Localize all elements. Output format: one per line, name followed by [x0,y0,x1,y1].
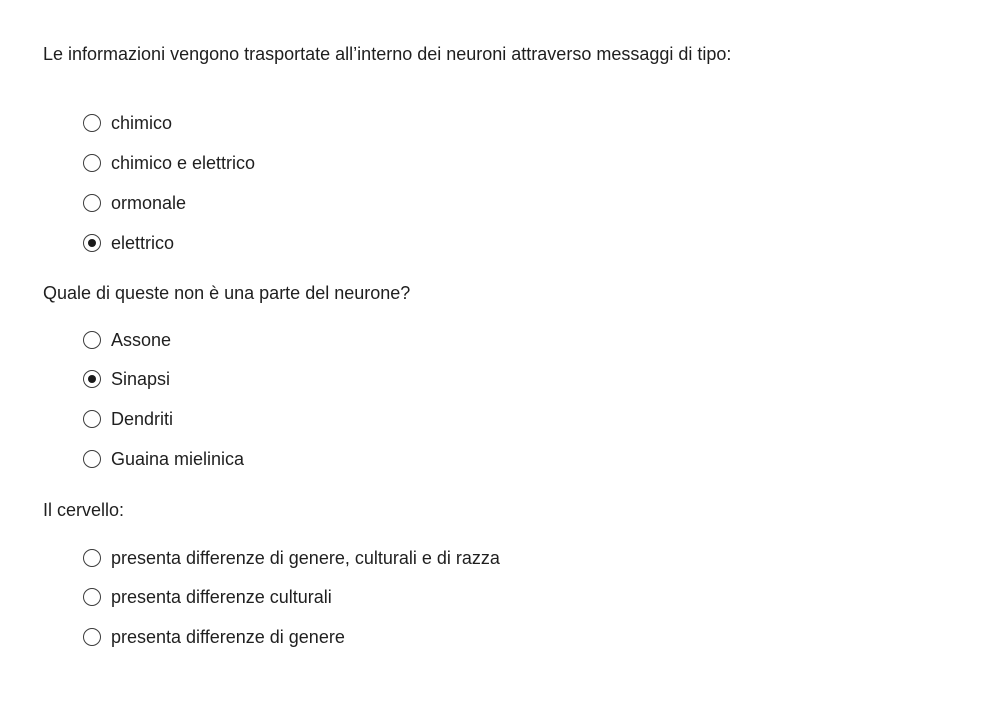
option-genere[interactable] [83,625,345,649]
question-text: Quale di queste non è una parte del neurone? [43,283,411,303]
radio-button[interactable] [83,154,101,172]
question-3 [43,499,763,647]
radio-button-selected[interactable] [83,234,101,252]
option-assone[interactable] [83,328,171,352]
option-label: chimico [111,113,173,133]
option-label: Sinapsi [111,369,171,389]
radio-button[interactable] [83,628,101,646]
question-2 [43,282,763,469]
option-label: ormonale [111,193,187,213]
option-ormonale[interactable] [83,191,186,215]
radio-button[interactable] [83,588,101,606]
option-elettrico[interactable] [83,231,174,255]
radio-selected-dot [88,239,96,247]
option-guaina-mielinica[interactable] [83,447,244,471]
option-chimico[interactable] [83,111,172,135]
option-label: Guaina mielinica [111,449,245,469]
radio-button[interactable] [83,114,101,132]
option-genere-culturali-razza[interactable] [83,546,500,570]
radio-button[interactable] [83,194,101,212]
question-1 [43,43,763,253]
question-text: Il cervello: [43,500,125,520]
option-label: Dendriti [111,409,174,429]
radio-button[interactable] [83,549,101,567]
option-culturali[interactable] [83,585,332,609]
question-text: Le informazioni vengono trasportate all’interno dei neuroni attraverso messaggi di tipo: [43,44,732,64]
option-label: Assone [111,330,172,350]
radio-button-selected[interactable] [83,370,101,388]
radio-button[interactable] [83,410,101,428]
option-chimico-e-elettrico[interactable] [83,151,255,175]
option-label: chimico e elettrico [111,153,256,173]
radio-button[interactable] [83,450,101,468]
radio-button[interactable] [83,331,101,349]
option-label: elettrico [111,233,175,253]
radio-selected-dot [88,375,96,383]
option-label: presenta differenze di genere [111,627,345,647]
option-sinapsi[interactable] [83,367,170,391]
option-label: presenta differenze di genere, culturali e di razza [111,548,500,568]
option-label: presenta differenze culturali [111,587,332,607]
option-dendriti[interactable] [83,407,173,431]
